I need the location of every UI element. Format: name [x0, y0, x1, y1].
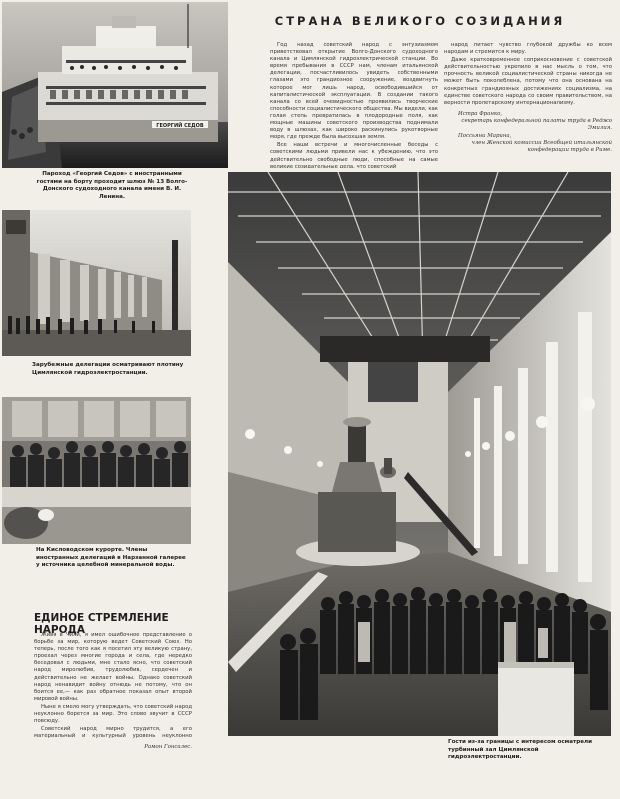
ship-caption: Пароход «Георгий Седов» с иностранными гостями на борту проходит шлюз № 13 Волго-Донского судоходного канала имени В. И. Ленина. — [36, 171, 188, 200]
article-heading: ЕДИНОЕ СТРЕМЛЕНИЕ НАРОДА — [34, 612, 169, 636]
article-top-col2 — [444, 42, 612, 108]
article-bottom-body — [34, 632, 192, 740]
page-headline: СТРАНА ВЕЛИКОГО СОЗИДАНИЯ — [274, 14, 566, 28]
article-top-col1 — [270, 42, 438, 168]
turbine-hall-photo — [228, 172, 611, 736]
signature-name: Истра Франко, — [458, 111, 503, 117]
gallery-photo — [2, 397, 191, 544]
article-bottom-paragraph: Живя в Чили, я имел ошибочное представление о борьбе за мир, которую ведет Советский Союз. Но теперь, после того как я посетил эту великую страну, проехал через многие города и села, где нередко беседовал с людьми, мне стало ясно, что советский народ миролюбив, трудолюбив, сердечен и действительно не желает войны. Однако советский народ ненавидит войну отнюдь не потому, что он боится ее,— как раз обратное показал опыт второй мировой войны. — [34, 632, 192, 702]
signature-block-1 — [444, 111, 612, 132]
article-top-paragraph: Все наши встречи и многочисленные беседы с советскими людьми привели нас к убеждению, что это действительно свободные люди, способные на самые великие созидательные дела, что советский — [270, 142, 438, 168]
article-top-paragraph: народ питает чувство глубокой дружбы ко всем народам и стремится к миру. — [444, 42, 612, 56]
signature-block-2 — [444, 133, 612, 154]
ship-name-label: ГЕОРГИЙ СЕДОВ — [156, 122, 204, 129]
dam-caption: Зарубежные делегации осматривают плотину Цимлянской гидроэлектростанции. — [32, 362, 184, 376]
dam-photo — [2, 210, 191, 356]
article-top-paragraph: Год назад советский народ с энтузиазмом приветствовал открытие Волго-Донского судоходного канала и Цимлянской гидроэлектрической станции. Во время пребывания в СССР нам, членам итальянской делегации, посчастливилось увидеть собственными глазами это грандиозное сооружение, воздвигнуть которое мог лишь народ, освободившийся от капиталистической эксплуатации. В создании такого канала со всей очевидностью проявились творческие способности социалистического общества. Мы видели, как голая степь превратилась в плодородные поля, как мощные машины советского производства поднимали воду в шлюзах, как широко раскинулись рукотворные моря, где прежде была высохшая земля. — [270, 42, 438, 141]
turbine-hall-caption: Гости из-за границы с интересом осматрели турбинный зал Цимлянской гидроэлектростанции. — [448, 739, 593, 761]
article-bottom-paragraph: Советский народ мирно трудится, а его материальный и культурный уровень неуклонно — [34, 726, 192, 740]
signature-name: Поссьяни Марина, — [458, 133, 512, 139]
article-top-paragraph: Даже кратковременное соприкосновение с советской действительностью укрепило в нас мысль о том, что прочность великой социалистической страны никогда не может быть поколеблена, потому что она основана на конкретных грандиозных достижениях социализма, на единстве советского народа со своим правительством, на верности пролетарскому интернационализму. — [444, 57, 612, 106]
gallery-caption: На Кисловодском курорте. Члены иностранных делегаций в Нарзанной галерее у источника целебной минеральной воды. — [36, 547, 186, 569]
steamship-photo — [2, 2, 228, 168]
signature-role: член Женской комиссии Всеобщей итальянской конфедерации труда в Риме. — [471, 140, 612, 153]
article-bottom-paragraph: Ныне я смело могу утверждать, что советский народ неуклонно борется за мир. Это слово звучит в СССР повсюду. — [34, 703, 192, 725]
signature-role: секретарь конфедеральной палаты труда в Реджо Эмилия. — [461, 118, 612, 131]
article-bottom-signature: Рамон Гонсалес. — [144, 744, 192, 750]
